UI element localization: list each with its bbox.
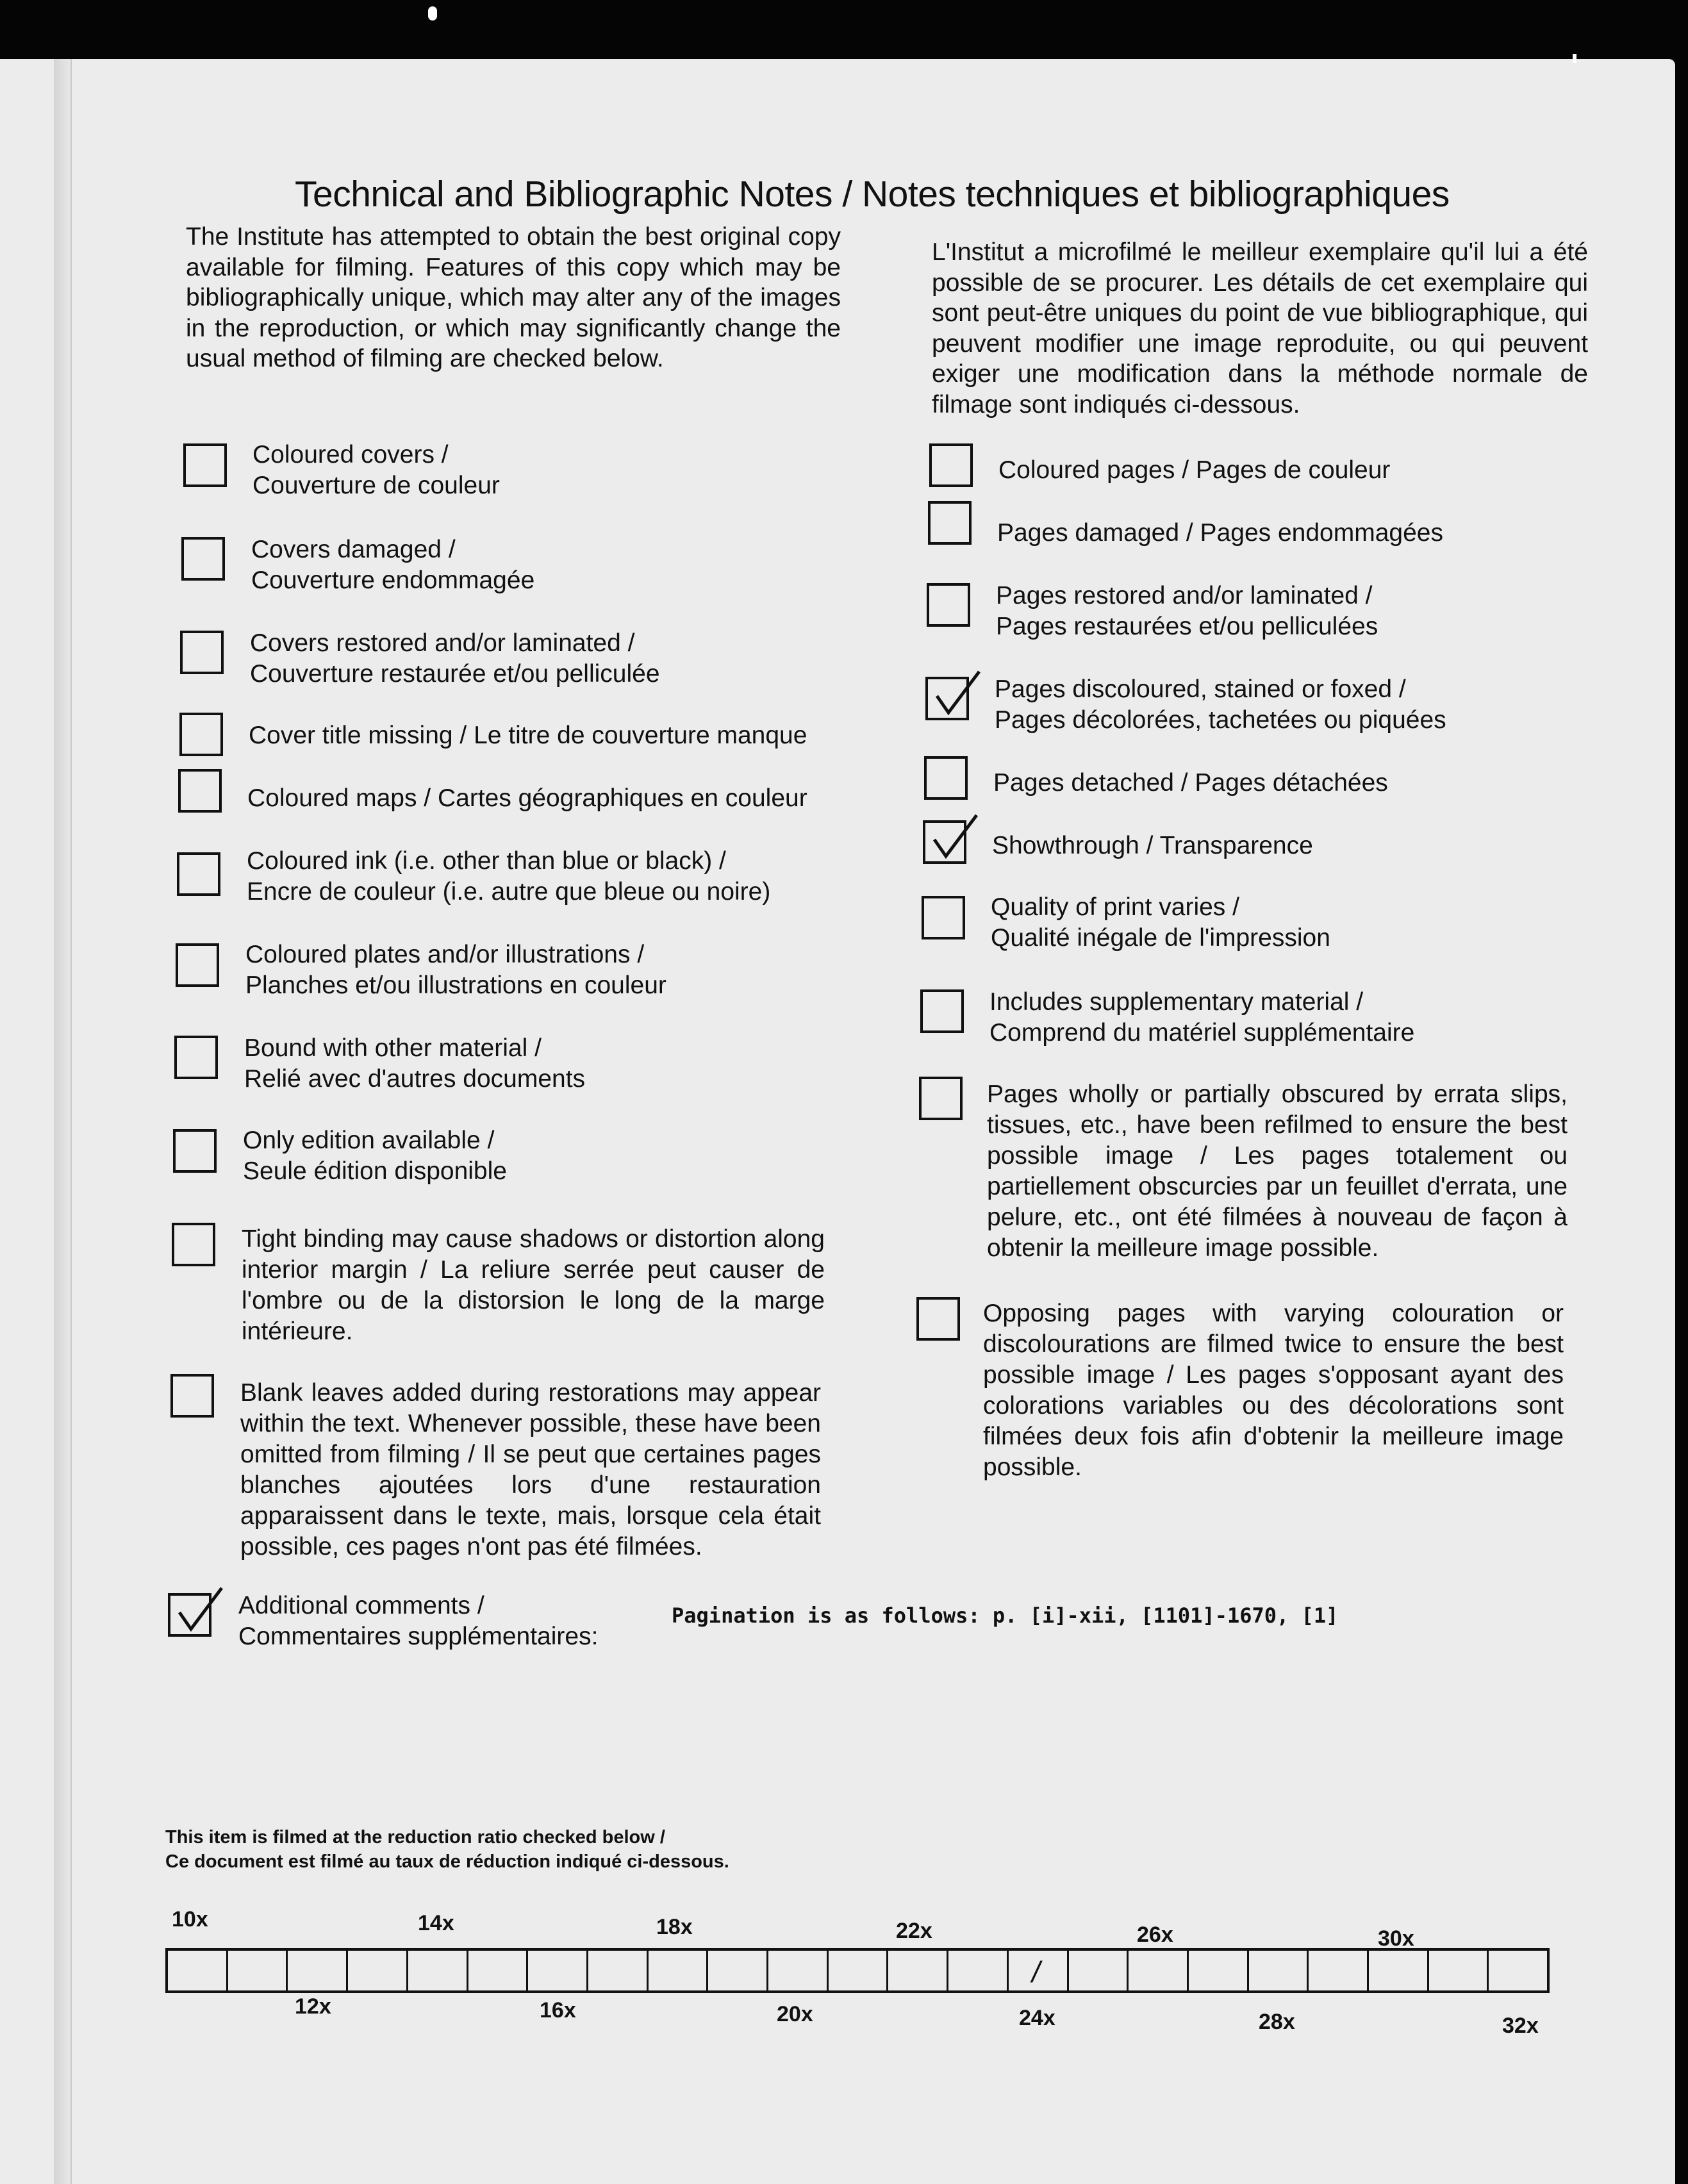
ratio-cell[interactable] [1189,1951,1249,1990]
intro-french: L'Institut a microfilmé le meilleur exemplaire qu'il lui a été possible de se procurer. Les détails de cet exemplaire qui sont peut-être uniques du point de vue bibliographique, qui peuvent modifier une image reproduite, ou qui peuvent exiger une modification dans la méthode normale de filmage sont indiqués ci-dessous. [932,238,1588,418]
ratio-cell[interactable] [288,1951,348,1990]
label-coloured-ink: Coloured ink (i.e. other than blue or black) / Encre de couleur (i.e. autre que bleue ou noire) [247,847,771,906]
ratio-label-32x: 32x [1502,2014,1539,2038]
ratio-cell[interactable] [1129,1951,1189,1990]
ratio-label-16x: 16x [540,1998,576,2023]
checkbox-additional-comments[interactable] [168,1593,211,1637]
ratio-label-18x: 18x [656,1915,693,1939]
ratio-cell[interactable] [228,1951,288,1990]
ratio-label-10x: 10x [172,1907,208,1932]
label-supplementary-material: Includes supplementary material / Comprend du matériel supplémentaire [989,988,1415,1046]
checkbox-covers-restored[interactable] [180,631,224,674]
ratio-cell[interactable] [168,1951,228,1990]
label-additional-comments: Additional comments / Commentaires supplémentaires: [238,1592,599,1650]
intro-english: The Institute has attempted to obtain the best original copy available for filming. Features of this copy which may be bibliographically unique, which may alter any of the images in the reproduction, or which may significantly change the usual method of filming are checked below. [186,223,841,372]
label-pages-damaged: Pages damaged / Pages endommagées [997,519,1443,547]
label-pages-obscured: Pages wholly or partially obscured by errata slips, tissues, etc., have been refilmed to ensure the best possible image / Les pages totalement ou partiellement obscurcies par un feuillet d'errata, une pelure, etc., ont été filmées à nouveau de façon à obtenir la meilleure image possible. [987,1080,1568,1262]
checkbox-covers-damaged[interactable] [181,537,225,581]
ratio-cell[interactable] [348,1951,408,1990]
checkbox-coloured-plates[interactable] [176,943,219,987]
checkbox-opposing-pages[interactable] [916,1297,960,1341]
label-pages-restored: Pages restored and/or laminated / Pages restaurées et/ou pelliculées [996,582,1378,640]
checkbox-only-edition[interactable] [173,1129,217,1173]
checkbox-bound-with[interactable] [174,1036,218,1079]
ratio-cell[interactable] [708,1951,768,1990]
checkbox-pages-damaged[interactable] [928,501,972,545]
label-coloured-plates: Coloured plates and/or illustrations / Planches et/ou illustrations en couleur [245,941,666,999]
ratio-label-12x: 12x [295,1994,331,2019]
label-cover-title-missing: Cover title missing / Le titre de couverture manque [249,722,807,749]
checkbox-pages-restored[interactable] [927,583,970,627]
checkbox-pages-discoloured[interactable] [925,677,969,720]
label-coloured-covers: Coloured covers / Couverture de couleur [252,441,500,499]
checkmark-icon [174,1584,224,1637]
label-showthrough: Showthrough / Transparence [992,832,1313,859]
reduction-ratio-scale [165,1948,1550,1993]
label-covers-damaged: Covers damaged / Couverture endommagée [251,536,535,594]
ratio-check-mark: / [1032,1955,1040,1989]
ratio-label-22x: 22x [896,1919,932,1943]
checkbox-cover-title-missing[interactable] [179,713,223,756]
label-only-edition: Only edition available / Seule édition disponible [243,1127,507,1185]
ratio-cell[interactable] [948,1951,1009,1990]
ratio-cell[interactable] [1069,1951,1129,1990]
checkbox-pages-detached[interactable] [924,756,968,800]
ratio-cell[interactable] [528,1951,588,1990]
ratio-label-30x: 30x [1378,1926,1414,1951]
label-opposing-pages: Opposing pages with varying colouration or discolourations are filmed twice to ensure the best possible image / Les pages s'opposant ayant des colorations variables ou des décolorations sont filmées deux fois afin d'obtenir la meilleure image possible. [983,1300,1564,1481]
checkbox-pages-obscured[interactable] [919,1077,963,1120]
label-pages-detached: Pages detached / Pages détachées [993,769,1388,797]
ratio-caption: This item is filmed at the reduction ratio checked below / Ce document est filmé au taux de réduction indiqué ci-dessous. [165,1827,729,1872]
checkbox-coloured-covers[interactable] [183,443,227,487]
checkmark-icon [929,811,979,864]
film-artifact [428,6,437,21]
checkbox-coloured-pages[interactable] [929,443,973,487]
label-quality-of-print: Quality of print varies / Qualité inégale de l'impression [991,893,1330,952]
checkbox-coloured-ink[interactable] [177,852,220,896]
checkbox-tight-binding[interactable] [172,1223,215,1266]
ratio-cell[interactable] [468,1951,529,1990]
label-covers-restored: Covers restored and/or laminated / Couverture restaurée et/ou pelliculée [250,629,660,688]
checkbox-quality-of-print[interactable] [922,896,965,939]
ratio-cell[interactable] [888,1951,948,1990]
page-title: Technical and Bibliographic Notes / Notes techniques et bibliographiques [295,174,1450,215]
ratio-label-14x: 14x [418,1911,454,1935]
binding-gutter [54,59,72,2184]
ratio-label-24x: 24x [1019,2006,1055,2030]
checkmark-icon [932,668,982,720]
ratio-cell[interactable] [1369,1951,1429,1990]
checkbox-supplementary-material[interactable] [920,989,964,1033]
ratio-cell[interactable] [768,1951,829,1990]
checkbox-coloured-maps[interactable] [178,769,222,813]
ratio-cell[interactable] [408,1951,468,1990]
checkbox-showthrough[interactable] [923,820,966,864]
checkbox-blank-leaves[interactable] [170,1374,214,1418]
ratio-cell[interactable] [1489,1951,1547,1990]
label-coloured-maps: Coloured maps / Cartes géographiques en couleur [247,784,807,812]
ratio-cell[interactable] [1009,1951,1069,1990]
label-pages-discoloured: Pages discoloured, stained or foxed / Pages décolorées, tachetées ou piquées [995,675,1446,734]
ratio-label-28x: 28x [1259,2010,1295,2034]
label-tight-binding: Tight binding may cause shadows or distortion along interior margin / La reliure serrée peut causer de l'ombre ou de la distorsion le long de la marge intérieure. [242,1225,825,1345]
ratio-label-20x: 20x [777,2002,813,2026]
comment-pagination: Pagination is as follows: p. [i]-xii, [1101]-1670, [1] [672,1603,1339,1628]
ratio-cell[interactable] [1249,1951,1309,1990]
ratio-cell[interactable] [829,1951,889,1990]
label-blank-leaves: Blank leaves added during restorations may appear within the text. Whenever possible, these have been omitted from filming / Il se peut que certaines pages blanches ajoutées lors d'une restauration apparaissent dans le texte, mais, lorsque cela était possible, ces pages n'ont pas été filmées. [240,1379,821,1560]
label-coloured-pages: Coloured pages / Pages de couleur [998,456,1391,484]
ratio-cell[interactable] [1429,1951,1489,1990]
label-bound-with: Bound with other material / Relié avec d'autres documents [244,1034,586,1093]
ratio-label-26x: 26x [1137,1923,1173,1947]
ratio-cell[interactable] [649,1951,709,1990]
ratio-cell[interactable] [1309,1951,1369,1990]
film-artifact [1573,54,1576,63]
ratio-cell[interactable] [588,1951,649,1990]
